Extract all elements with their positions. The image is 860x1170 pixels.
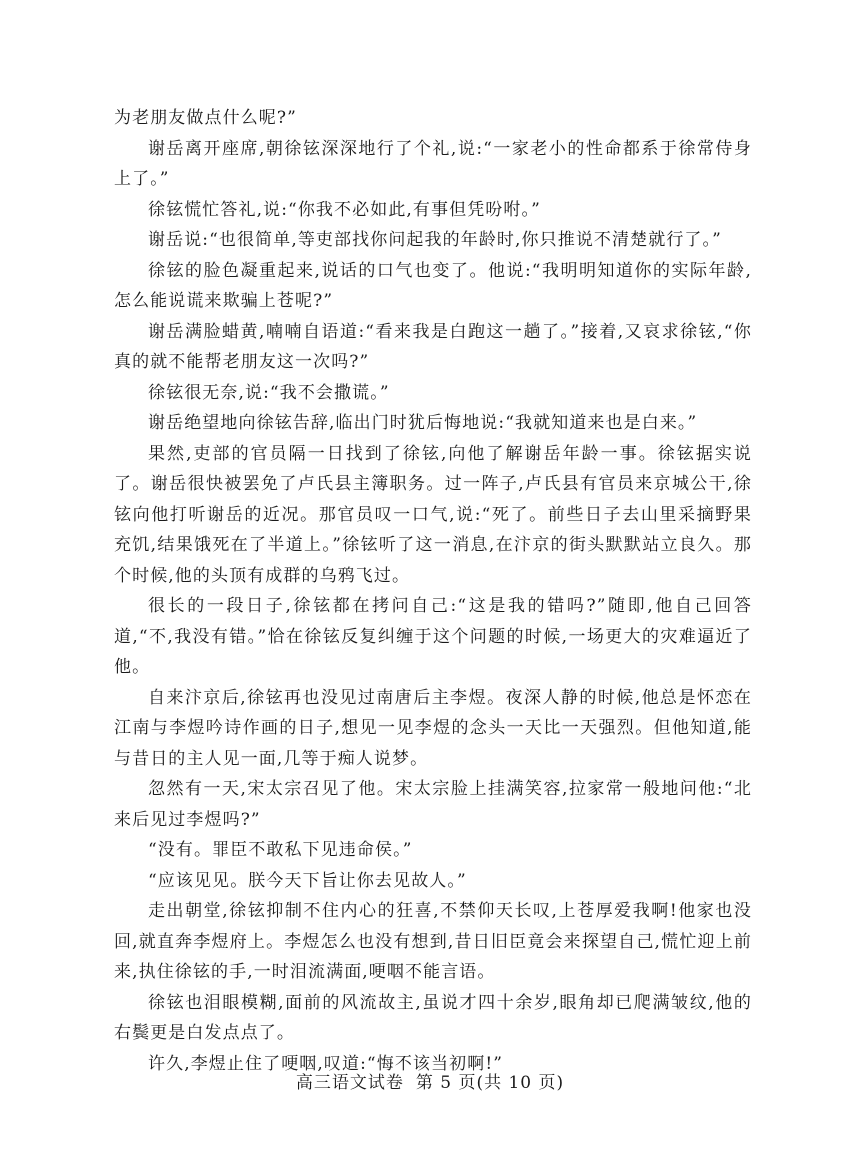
- story-body: [114, 103, 752, 1079]
- paragraph: 自来汴京后,徐铉再也没见过南唐后主李煜。夜深人静的时候,他总是怀恋在江南与李煜吟诗作画的日子,想见一见李煜的念头一天比一天强烈。但他知道,能与昔日的主人见一面,几等于痴人说梦。: [114, 687, 752, 769]
- paragraph: 徐铉也泪眼模糊,面前的风流故主,虽说才四十余岁,眼角却已爬满皱纹,他的右鬓更是白发点点了。: [114, 992, 752, 1043]
- paragraph: 谢岳说:“也很简单,等吏部找你问起我的年龄时,你只推说不清楚就行了。”: [148, 230, 722, 250]
- paragraph: 忽然有一天,宋太宗召见了他。宋太宗脸上挂满笑容,拉家常一般地问他:“北来后见过李煜吗?”: [114, 779, 752, 830]
- paragraph: 徐铉很无奈,说:“我不会撒谎。”: [148, 382, 390, 403]
- paragraph: 为老朋友做点什么呢?”: [114, 108, 297, 128]
- paragraph: 徐铉的脸色凝重起来,说话的口气也变了。他说:“我明明知道你的实际年龄,怎么能说谎来欺骗上苍呢?”: [114, 260, 752, 311]
- paragraph: 走出朝堂,徐铉抑制不住内心的狂喜,不禁仰天长叹,上苍厚爱我啊!他家也没回,就直奔李煜府上。李煜怎么也没有想到,昔日旧臣竟会来探望自己,慌忙迎上前来,执住徐铉的手,一时泪流满面,哽咽不能言语。: [114, 901, 752, 982]
- paragraph: “没有。罪臣不敢私下见违命侯。”: [148, 840, 413, 860]
- paragraph: 徐铉慌忙答礼,说:“你我不必如此,有事但凭吩咐。”: [148, 199, 541, 220]
- paragraph: 谢岳绝望地向徐铉告辞,临出门时犹后悔地说:“我就知道来也是白来。”: [148, 413, 698, 433]
- paragraph: 许久,李煜止住了哽咽,叹道:“悔不该当初啊!”: [148, 1053, 504, 1074]
- paragraph: 很长的一段日子,徐铉都在拷问自己:“这是我的错吗?”随即,他自己回答道,“不,我没有错。”恰在徐铉反复纠缠于这个问题的时候,一场更大的灾难逼近了他。: [114, 596, 752, 677]
- exam-title: 高三语文试卷: [295, 1073, 404, 1093]
- paragraph: 谢岳满脸蜡黄,喃喃自语道:“看来我是白跑这一趟了。”接着,又哀求徐铉,“你真的就不能帮老朋友这一次吗?”: [114, 321, 752, 372]
- paragraph: 谢岳离开座席,朝徐铉深深地行了个礼,说:“一家老小的性命都系于徐常侍身上了。”: [114, 138, 752, 189]
- page-footer: [0, 1068, 860, 1093]
- page-number: 第 5 页(共 10 页): [415, 1073, 565, 1093]
- paragraph: “应该见见。朕今天下旨让你去见故人。”: [148, 870, 467, 891]
- paragraph: 果然,吏部的官员隔一日找到了徐铉,向他了解谢岳年龄一事。徐铉据实说了。谢岳很快被罢免了卢氏县主簿职务。过一阵子,卢氏县有官员来京城公干,徐铉向他打听谢岳的近况。那官员叹一口气,说:“死了。前些日子去山里采摘野果充饥,结果饿死在了半道上。”徐铉听了这一消息,在汴京的街头默默站立良久。那个时候,他的头顶有成群的乌鸦飞过。: [114, 443, 752, 586]
